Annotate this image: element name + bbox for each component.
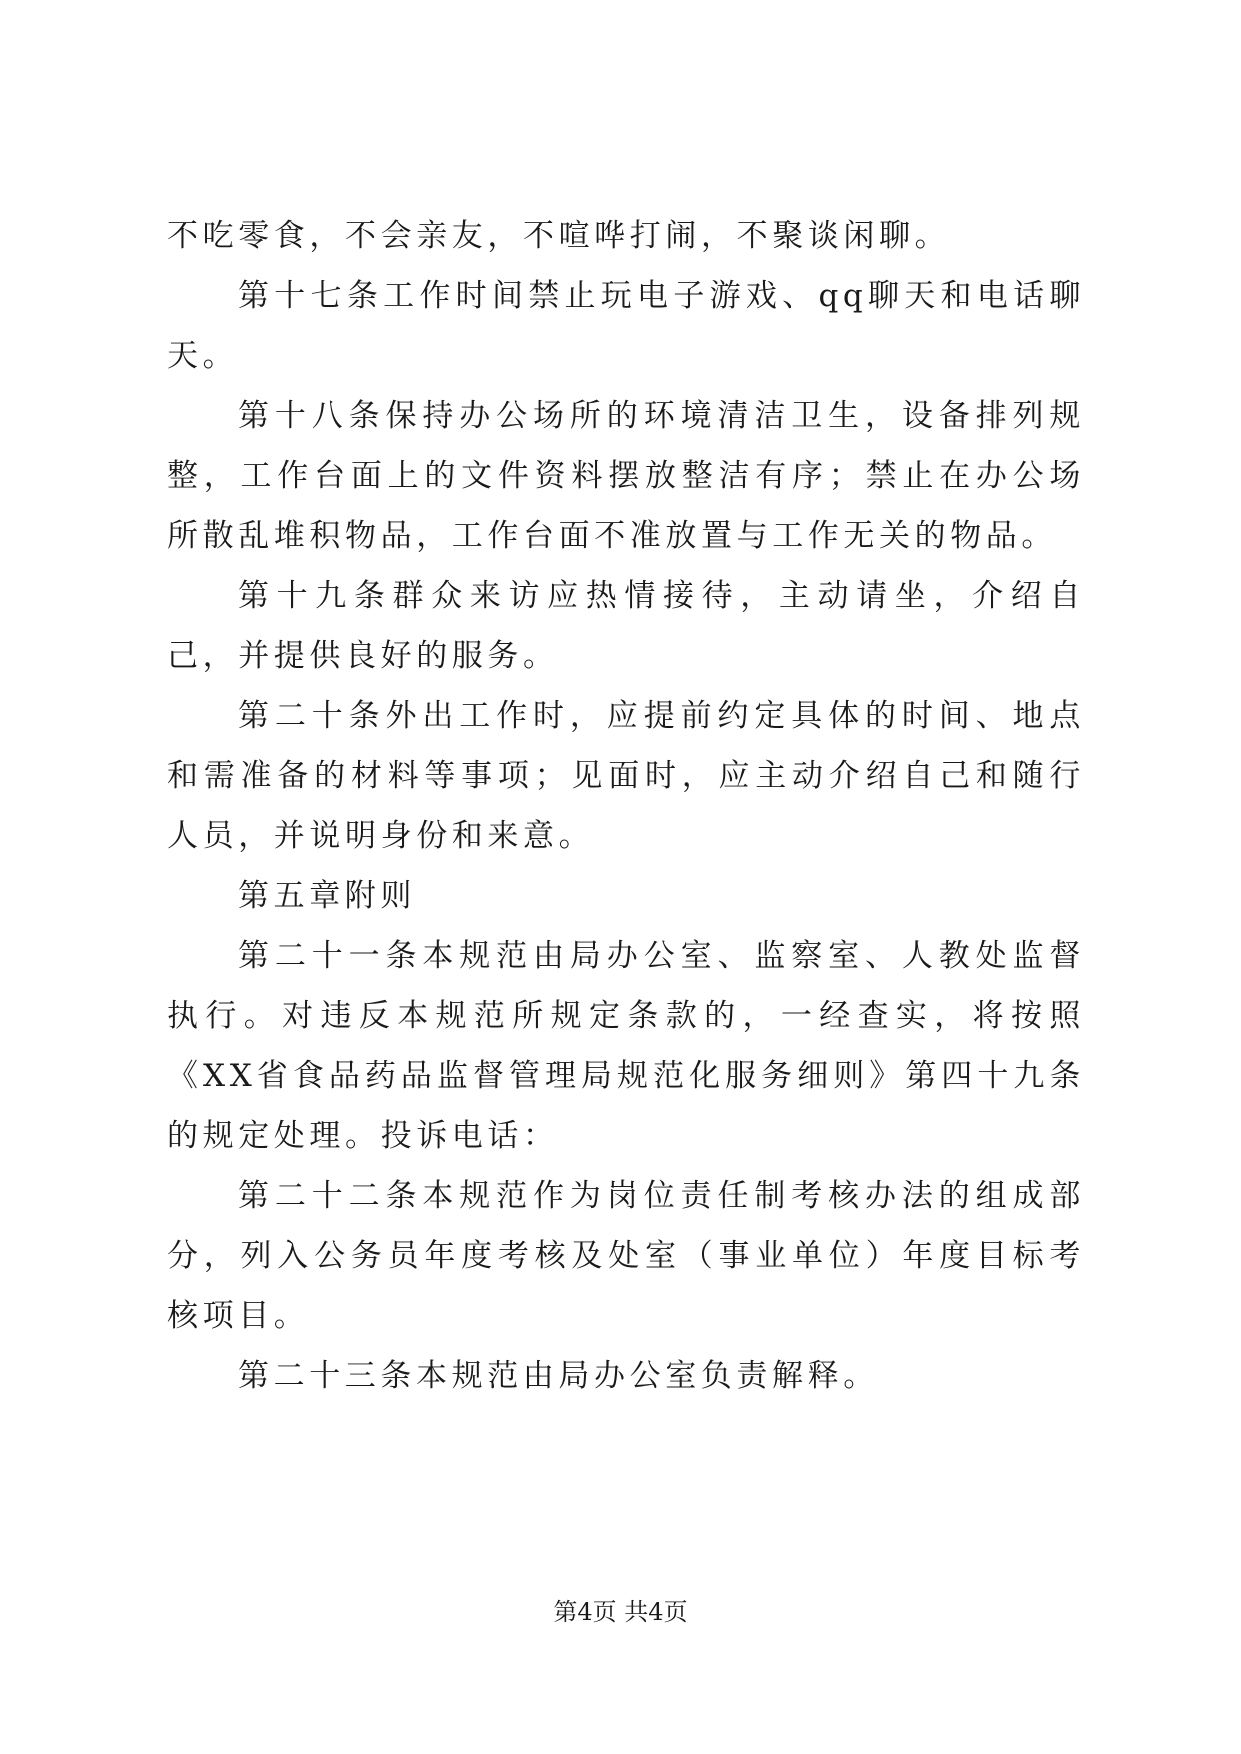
document-body bbox=[167, 206, 1085, 1406]
page-number-footer: 第4页 共4页 bbox=[553, 1598, 688, 1626]
paragraph-article-19: 第十九条群众来访应热情接待，主动请坐，介绍自己，并提供良好的服务。 bbox=[167, 578, 1085, 674]
paragraph-article-23: 第二十三条本规范由局办公室负责解释。 bbox=[238, 1358, 879, 1394]
chapter-heading: 第五章附则 bbox=[238, 878, 416, 914]
paragraph-article-17: 第十七条工作时间禁止玩电子游戏、qq聊天和电话聊天。 bbox=[167, 278, 1085, 374]
paragraph-article-22: 第二十二条本规范作为岗位责任制考核办法的组成部分，列入公务员年度考核及处室（事业单位）年度目标考核项目。 bbox=[167, 1178, 1085, 1334]
paragraph-continuation: 不吃零食，不会亲友，不喧哗打闹，不聚谈闲聊。 bbox=[167, 218, 951, 254]
paragraph-article-20: 第二十条外出工作时，应提前约定具体的时间、地点和需准备的材料等事项；见面时，应主动介绍自己和随行人员，并说明身份和来意。 bbox=[167, 698, 1085, 854]
paragraph-article-18: 第十八条保持办公场所的环境清洁卫生，设备排列规整，工作台面上的文件资料摆放整洁有序；禁止在办公场所散乱堆积物品，工作台面不准放置与工作无关的物品。 bbox=[167, 398, 1085, 554]
paragraph-article-21: 第二十一条本规范由局办公室、监察室、人教处监督执行。对违反本规范所规定条款的，一经查实，将按照《XX省食品药品监督管理局规范化服务细则》第四十九条的规定处理。投诉电话： bbox=[167, 938, 1085, 1154]
